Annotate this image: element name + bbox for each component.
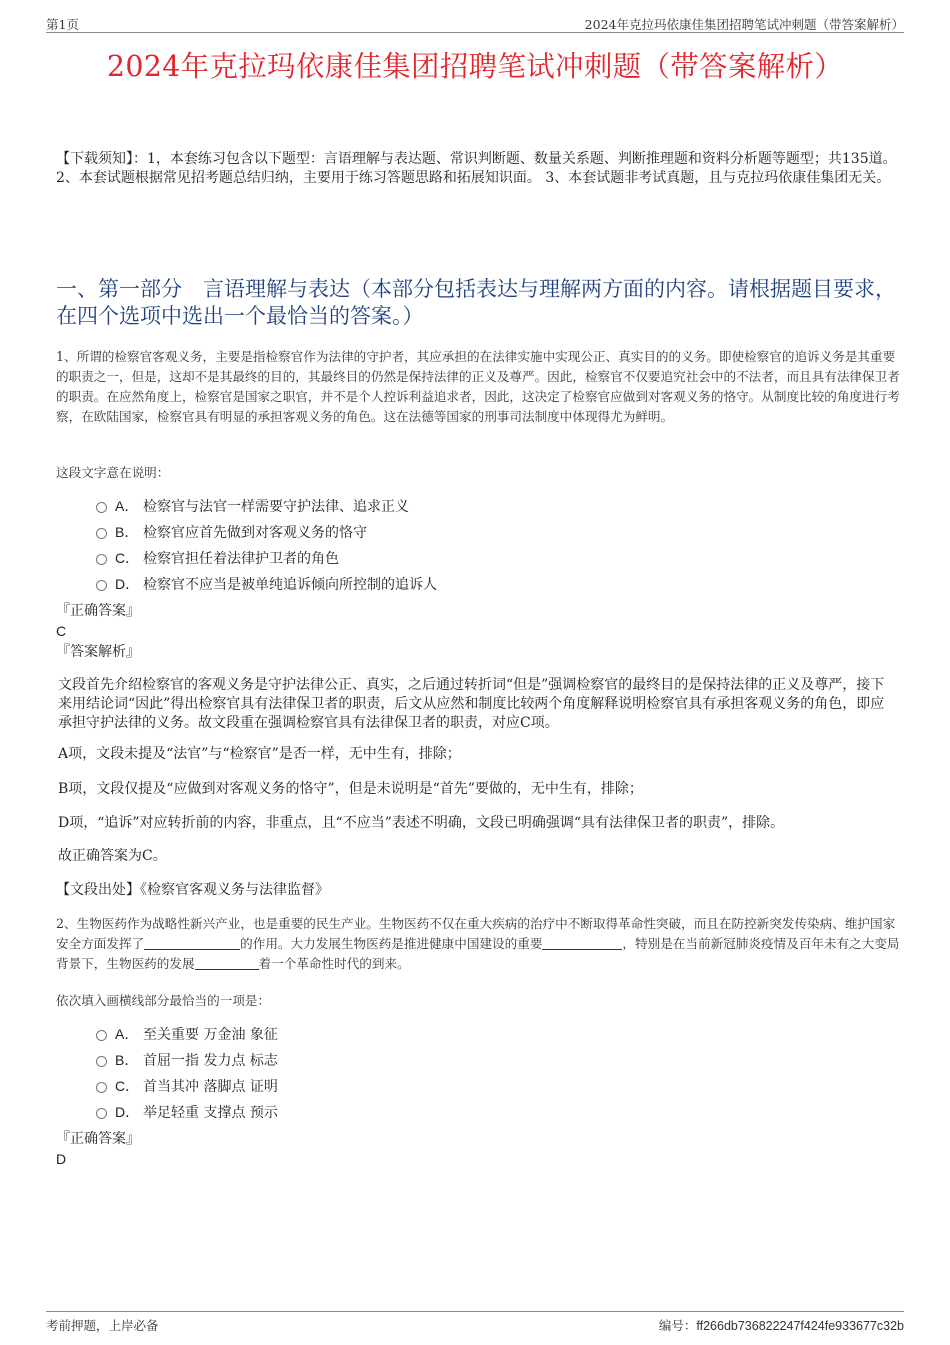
- radio-icon[interactable]: [96, 502, 107, 513]
- radio-icon[interactable]: [96, 528, 107, 539]
- question-1-text: 1、所谓的检察官客观义务，主要是指检察官作为法律的守护者，其应承担的在法律实施中实现公正、真实目的的义务。即使检察官的追诉义务是其重要的职责之一，但是，这却不是其最终的目的，其最终目的仍然是保持法律的正义及尊严。因此，检察官不仅要追究社会中的不法者，而且具有法律保卫者的职责。在应然角度上，检察官是国家之职官，并不是个人控诉利益追求者，因此，这决定了检察官应做到对客观义务的恪守。从制度比较的角度进行考察，在欧陆国家，检察官具有明显的承担客观义务的角色。这在法德等国家的刑事司法制度中体现得尤为鲜明。: [56, 349, 900, 424]
- analysis-conclusion: 故正确答案为C。: [58, 848, 167, 864]
- header-doc-title: 2024年克拉玛依康佳集团招聘笔试冲刺题（带答案解析）: [584, 17, 904, 32]
- question-2-options: [96, 1021, 278, 1125]
- question-1-prompt: 这段文字意在说明：: [56, 465, 170, 480]
- fill-blank: [144, 937, 240, 950]
- analysis-paragraph: B项，文段仅提及“应做到对客观义务的恪守”，但是未说明是“首先”要做的，无中生有，排除；: [58, 781, 643, 797]
- analysis-label: 『答案解析』: [56, 644, 140, 660]
- fill-blank: [542, 937, 622, 950]
- answer-label: 『正确答案』: [56, 603, 140, 619]
- option-c[interactable]: C． 首当其冲 落脚点 证明: [96, 1073, 278, 1099]
- page-footer: [46, 1311, 904, 1332]
- option-d[interactable]: D． 举足轻重 支撑点 预示: [96, 1099, 278, 1125]
- answer-label: 『正确答案』: [56, 1131, 140, 1147]
- radio-icon[interactable]: [96, 580, 107, 591]
- fill-blank: [195, 957, 259, 970]
- answer-value: C: [56, 623, 67, 639]
- analysis-paragraph: 文段首先介绍检察官的客观义务是守护法律公正、真实，之后通过转折词“但是”强调检察官的最终目的是保持法律的正义及尊严，接下来用结论词“因此”得出检察官具有法律保卫者的职责，后文从应然和制度比较两个角度解释说明检察官具有承担客观义务的角色，即应承担守护法律的义务。故文段重在强调检察官具有法律保卫者的职责，对应C项。: [58, 677, 885, 731]
- radio-icon[interactable]: [96, 1056, 107, 1067]
- section-title: 一、第一部分 言语理解与表达（本部分包括表达与理解两方面的内容。请根据题目要求，在四个选项中选出一个最恰当的答案。）: [56, 277, 896, 328]
- page-title: 2024年克拉玛依康佳集团招聘笔试冲刺题（带答案解析）: [106, 50, 844, 83]
- document-code: 编号：ff266db736822247f424fe933677c32b: [658, 1318, 904, 1333]
- radio-icon[interactable]: [96, 1030, 107, 1041]
- page-number: 第1页: [46, 17, 79, 32]
- page-header: [46, 14, 904, 33]
- option-b[interactable]: B． 检察官应首先做到对客观义务的恪守: [96, 519, 437, 545]
- answer-value: D: [56, 1151, 67, 1167]
- source-citation: 【文段出处】《检察官客观义务与法律监督》: [56, 882, 329, 898]
- option-a[interactable]: A． 检察官与法官一样需要守护法律、追求正义: [96, 493, 437, 519]
- analysis-paragraph: A项，文段未提及“法官”与“检察官”是否一样，无中生有，排除；: [58, 746, 461, 762]
- radio-icon[interactable]: [96, 1082, 107, 1093]
- option-c[interactable]: C． 检察官担任着法律护卫者的角色: [96, 545, 437, 571]
- option-b[interactable]: B． 首屈一指 发力点 标志: [96, 1047, 278, 1073]
- radio-icon[interactable]: [96, 1108, 107, 1119]
- question-1-options: [96, 493, 437, 597]
- option-a[interactable]: A． 至关重要 万金油 象征: [96, 1021, 278, 1047]
- question-2-text: 2、生物医药作为战略性新兴产业，也是重要的民生产业。生物医药不仅在重大疾病的治疗中不断取得革命性突破，而且在防控新突发传染病、维护国家安全方面发挥了 的作用。大力发展生物医药是推进健康中国建设的重要 ，特别是在当前新冠肺炎疫情及百年未有之大变局背景下，生物医药的发展 着一个革命性时代的到来。: [56, 916, 900, 971]
- download-notice: 【下载须知】：1，本套练习包含以下题型：言语理解与表达题、常识判断题、数量关系题、判断推理题和资料分析题等题型；共135道。 2、本套试题根据常见招考题总结归纳，主要用于练习答题思路和拓展知识面。 3、本套试题非考试真题，且与克拉玛依康佳集团无关。: [56, 151, 897, 186]
- footer-slogan: 考前押题，上岸必备: [46, 1318, 159, 1333]
- analysis-paragraph: D项，“追诉”对应转折前的内容，非重点，且“不应当”表述不明确，文段已明确强调“具有法律保卫者的职责”，排除。: [58, 815, 785, 831]
- option-d[interactable]: D． 检察官不应当是被单纯追诉倾向所控制的追诉人: [96, 571, 437, 597]
- radio-icon[interactable]: [96, 554, 107, 565]
- question-2-prompt: 依次填入画横线部分最恰当的一项是：: [56, 993, 271, 1008]
